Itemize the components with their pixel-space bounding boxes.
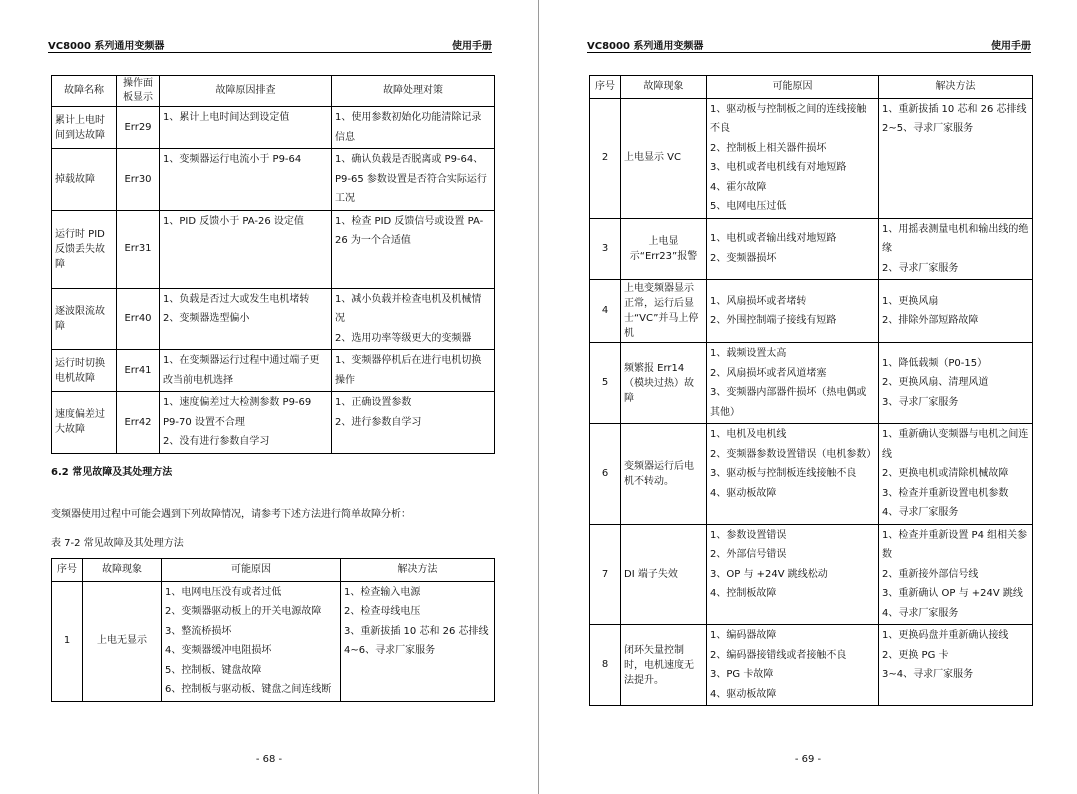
table-row xyxy=(590,343,1033,424)
table-row xyxy=(52,350,495,392)
table-row xyxy=(590,524,1033,625)
solutions: 1、降低载频（P0-15） 2、更换风扇、清理风道 3、寻求厂家服务 xyxy=(879,343,1033,424)
header-manual-label: 使用手册 xyxy=(452,41,492,52)
row-number: 3 xyxy=(590,218,621,280)
fault-symptom: 变频器运行后电机不转动。 xyxy=(621,424,707,525)
col-header: 故障现象 xyxy=(83,559,162,582)
col-header: 序号 xyxy=(590,76,621,99)
page-number: - 69 - xyxy=(794,754,822,765)
table-row xyxy=(590,424,1033,525)
common-faults-table xyxy=(51,558,495,702)
col-header: 序号 xyxy=(52,559,83,582)
col-header: 解决方法 xyxy=(341,559,495,582)
row-number: 7 xyxy=(590,524,621,625)
possible-causes: 1、电机或者输出线对地短路 2、变频器损坏 xyxy=(707,218,879,280)
fault-symptom: 上电显示“Err23”报警 xyxy=(621,218,707,280)
fault-action: 1、确认负载是否脱离或 P9-64、P9-65 参数设置是否符合实际运行工况 xyxy=(332,149,495,211)
intro-paragraph: 变频器使用过程中可能会遇到下列故障情况，请参考下述方法进行简单故障分析： xyxy=(51,509,411,520)
fault-symptom: 频繁报 Err14（模块过热）故障 xyxy=(621,343,707,424)
fault-name: 逐波限流故障 xyxy=(52,288,117,350)
table-row xyxy=(590,98,1033,218)
fault-cause: 1、负载是否过大或发生电机堵转 2、变频器选型偏小 xyxy=(160,288,332,350)
fault-code: Err30 xyxy=(117,149,160,211)
right-page xyxy=(539,0,1077,794)
fault-code: Err40 xyxy=(117,288,160,350)
row-number: 5 xyxy=(590,343,621,424)
fault-action: 1、正确设置参数 2、进行参数自学习 xyxy=(332,392,495,454)
fault-action: 1、减小负载并检查电机及机械情况 2、选用功率等级更大的变频器 xyxy=(332,288,495,350)
possible-causes: 1、电网电压没有或者过低 2、变频器驱动板上的开关电源故障 3、整流桥损坏 4、变频器缓冲电阻损坏 5、控制板、键盘故障 6、控制板与驱动板、键盘之间连线断 xyxy=(162,581,341,701)
header-manual-label: 使用手册 xyxy=(991,41,1031,52)
table-row xyxy=(52,149,495,211)
fault-name: 速度偏差过大故障 xyxy=(52,392,117,454)
table-row xyxy=(52,107,495,149)
solutions: 1、更换码盘并重新确认接线 2、更换 PG 卡 3~4、寻求厂家服务 xyxy=(879,625,1033,706)
fault-code: Err31 xyxy=(117,210,160,288)
row-number: 1 xyxy=(52,581,83,701)
fault-symptom: 闭环矢量控制时，电机速度无法提升。 xyxy=(621,625,707,706)
table-row xyxy=(52,288,495,350)
table-row xyxy=(52,581,495,701)
solutions: 1、用摇表测量电机和输出线的绝缘 2、寻求厂家服务 xyxy=(879,218,1033,280)
fault-action: 1、使用参数初始化功能清除记录信息 xyxy=(332,107,495,149)
table-row xyxy=(590,625,1033,706)
section-title: 6.2 常见故障及其处理方法 xyxy=(51,467,173,478)
col-header: 解决方法 xyxy=(879,76,1033,99)
table-header-row xyxy=(590,76,1033,99)
fault-code: Err41 xyxy=(117,350,160,392)
possible-causes: 1、参数设置错误 2、外部信号错误 3、OP 与 +24V 跳线松动 4、控制板故障 xyxy=(707,524,879,625)
col-header: 故障处理对策 xyxy=(332,76,495,107)
common-faults-table-continued xyxy=(589,75,1033,706)
solutions: 1、重新确认变频器与电机之间连线 2、更换电机或清除机械故障 3、检查并重新设置电机参数 4、寻求厂家服务 xyxy=(879,424,1033,525)
fault-cause: 1、变频器运行电流小于 P9-64 xyxy=(160,149,332,211)
table-header-row xyxy=(52,559,495,582)
fault-cause: 1、在变频器运行过程中通过端子更改当前电机选择 xyxy=(160,350,332,392)
fault-code: Err42 xyxy=(117,392,160,454)
fault-symptom: 上电无显示 xyxy=(83,581,162,701)
solutions: 1、检查并重新设置 P4 组相关参数 2、重新接外部信号线 3、重新确认 OP 与 +24V 跳线 4、寻求厂家服务 xyxy=(879,524,1033,625)
fault-name: 掉载故障 xyxy=(52,149,117,211)
table-row xyxy=(52,210,495,288)
fault-name: 运行时切换电机故障 xyxy=(52,350,117,392)
fault-symptom: 上电显示 VC xyxy=(621,98,707,218)
fault-cause: 1、累计上电时间达到设定值 xyxy=(160,107,332,149)
row-number: 6 xyxy=(590,424,621,525)
possible-causes: 1、载频设置太高 2、风扇损坏或者风道堵塞 3、变频器内部器件损坏（热电偶或其他） xyxy=(707,343,879,424)
table-header-row xyxy=(52,76,495,107)
header-title: VC8000 系列通用变频器 xyxy=(587,41,704,52)
page-header xyxy=(48,36,492,53)
fault-code-table xyxy=(51,75,495,454)
possible-causes: 1、驱动板与控制板之间的连线接触不良 2、控制板上相关器件损坏 3、电机或者电机线有对地短路 4、霍尔故障 5、电网电压过低 xyxy=(707,98,879,218)
table-row xyxy=(590,280,1033,343)
possible-causes: 1、电机及电机线 2、变频器参数设置错误（电机参数） 3、驱动板与控制板连线接触不良 4、驱动板故障 xyxy=(707,424,879,525)
fault-name: 运行时 PID 反馈丢失故障 xyxy=(52,210,117,288)
col-header: 故障名称 xyxy=(52,76,117,107)
col-header: 可能原因 xyxy=(707,76,879,99)
solutions: 1、更换风扇 2、排除外部短路故障 xyxy=(879,280,1033,343)
row-number: 4 xyxy=(590,280,621,343)
page-number: - 68 - xyxy=(255,754,283,765)
fault-action: 1、变频器停机后在进行电机切换操作 xyxy=(332,350,495,392)
row-number: 8 xyxy=(590,625,621,706)
col-header: 故障现象 xyxy=(621,76,707,99)
fault-code: Err29 xyxy=(117,107,160,149)
table-row xyxy=(590,218,1033,280)
fault-symptom: DI 端子失效 xyxy=(621,524,707,625)
page-header xyxy=(587,36,1031,53)
table-caption: 表 7-2 常见故障及其处理方法 xyxy=(51,538,184,549)
solutions: 1、检查输入电源 2、检查母线电压 3、重新拔插 10 芯和 26 芯排线 4~6、寻求厂家服务 xyxy=(341,581,495,701)
fault-cause: 1、PID 反馈小于 PA-26 设定值 xyxy=(160,210,332,288)
header-title: VC8000 系列通用变频器 xyxy=(48,41,165,52)
col-header: 可能原因 xyxy=(162,559,341,582)
possible-causes: 1、编码器故障 2、编码器接错线或者接触不良 3、PG 卡故障 4、驱动板故障 xyxy=(707,625,879,706)
solutions: 1、重新拔插 10 芯和 26 芯排线 2~5、寻求厂家服务 xyxy=(879,98,1033,218)
col-header: 故障原因排查 xyxy=(160,76,332,107)
fault-cause: 1、速度偏差过大检测参数 P9-69 P9-70 设置不合理 2、没有进行参数自学习 xyxy=(160,392,332,454)
col-header: 操作面板显示 xyxy=(117,76,160,107)
fault-action: 1、检查 PID 反馈信号或设置 PA-26 为一个合适值 xyxy=(332,210,495,288)
fault-symptom: 上电变频器显示正常，运行后显士“VC”并马上停机 xyxy=(621,280,707,343)
possible-causes: 1、风扇损坏或者堵转 2、外围控制端子接线有短路 xyxy=(707,280,879,343)
fault-name: 累计上电时间到达故障 xyxy=(52,107,117,149)
row-number: 2 xyxy=(590,98,621,218)
table-row xyxy=(52,392,495,454)
